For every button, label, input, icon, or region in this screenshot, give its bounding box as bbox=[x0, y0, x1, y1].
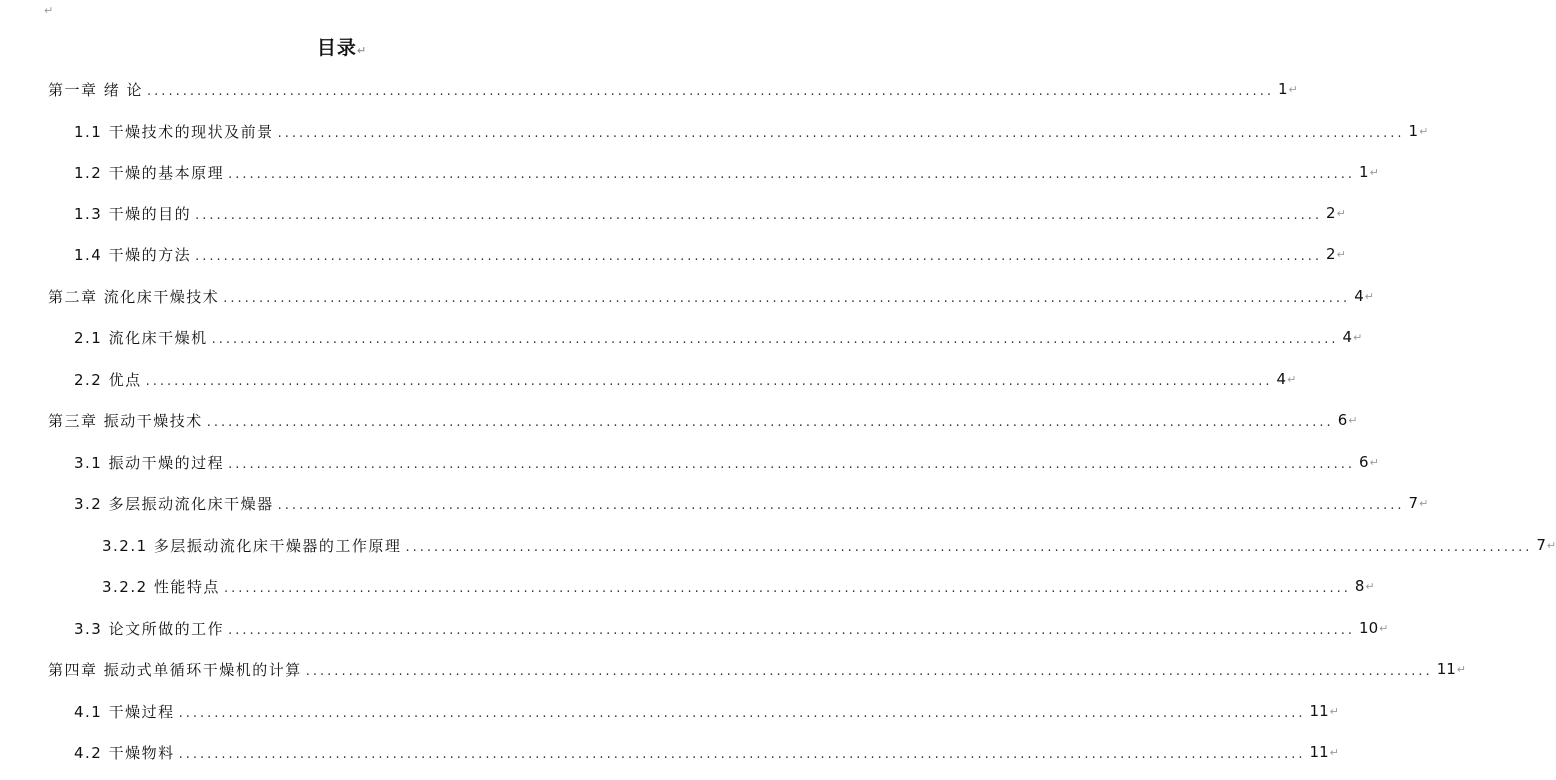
toc-entry-label: 第一章 绪 论 bbox=[48, 80, 144, 99]
toc-entry-label: 2.2 优点 bbox=[74, 370, 142, 389]
paragraph-mark: ↵ bbox=[1329, 745, 1339, 759]
paragraph-mark: ↵ bbox=[1369, 455, 1379, 469]
dot-leader: .............................................................................................................................................................. bbox=[147, 83, 1274, 99]
paragraph-mark: ↵ bbox=[1546, 538, 1556, 552]
toc-entry-label: 3.3 论文所做的工作 bbox=[74, 619, 225, 638]
dot-leader: .............................................................................................................................................................. bbox=[223, 580, 1351, 596]
toc-entry-page: 7 bbox=[1408, 494, 1419, 512]
toc-title-text: 目录 bbox=[316, 37, 357, 59]
toc-entry-page: 1 bbox=[1408, 122, 1419, 140]
paragraph-mark: ↵ bbox=[1456, 662, 1467, 676]
toc-entry[interactable] bbox=[0, 491, 1429, 515]
paragraph-mark: ↵ bbox=[1288, 82, 1298, 96]
toc-entry-label: 第二章 流化床干燥技术 bbox=[48, 287, 220, 306]
paragraph-mark: ↵ bbox=[1369, 165, 1379, 179]
toc-entry[interactable] bbox=[0, 740, 1339, 764]
toc-entry-label: 第三章 振动干燥技术 bbox=[48, 411, 203, 430]
toc-entry[interactable] bbox=[0, 699, 1339, 723]
paragraph-mark: ↵ bbox=[356, 44, 368, 57]
toc-entry[interactable] bbox=[0, 616, 1389, 640]
paragraph-mark: ↵ bbox=[1348, 413, 1358, 427]
toc-entry-label: 1.3 干燥的目的 bbox=[74, 204, 192, 223]
toc-entry-label: 3.1 振动干燥的过程 bbox=[74, 453, 225, 472]
dot-leader: .............................................................................................................................................................. bbox=[405, 539, 1533, 555]
paragraph-mark: ↵ bbox=[1287, 372, 1297, 386]
toc-entry-label: 1.2 干燥的基本原理 bbox=[74, 163, 225, 182]
toc-entry[interactable] bbox=[0, 533, 1556, 557]
toc-entry[interactable] bbox=[0, 77, 1298, 101]
dot-leader: .............................................................................................................................................................. bbox=[305, 663, 1433, 679]
toc-entry-label: 3.2.1 多层振动流化床干燥器的工作原理 bbox=[102, 536, 402, 555]
toc-entry[interactable] bbox=[0, 450, 1379, 474]
toc-entry-page: 2 bbox=[1326, 245, 1336, 263]
dot-leader: .............................................................................................................................................................. bbox=[228, 622, 1356, 638]
toc-entry-page: 4 bbox=[1354, 287, 1364, 305]
toc-entry-page: 10 bbox=[1359, 619, 1379, 637]
toc-entry[interactable] bbox=[0, 242, 1346, 266]
toc-entry-label: 1.4 干燥的方法 bbox=[74, 245, 192, 264]
toc-entry-page: 7 bbox=[1536, 536, 1546, 554]
toc-entry-page: 6 bbox=[1359, 453, 1369, 471]
toc-entry-label: 1.1 干燥技术的现状及前景 bbox=[74, 122, 274, 141]
toc-title bbox=[0, 33, 684, 60]
paragraph-mark: ↵ bbox=[1365, 579, 1375, 593]
dot-leader: .............................................................................................................................................................. bbox=[195, 207, 1323, 223]
toc-entry-page: 11 bbox=[1309, 702, 1329, 720]
toc-entry[interactable] bbox=[0, 408, 1358, 432]
toc-entry-label: 2.1 流化床干燥机 bbox=[74, 328, 208, 347]
dot-leader: .............................................................................................................................................................. bbox=[206, 414, 1334, 430]
toc-entry-page: 8 bbox=[1354, 577, 1365, 595]
toc-entry-page: 4 bbox=[1276, 370, 1287, 388]
paragraph-mark: ↵ bbox=[1419, 496, 1429, 510]
toc-entry-label: 3.2.2 性能特点 bbox=[102, 577, 220, 596]
dot-leader: .............................................................................................................................................................. bbox=[277, 125, 1405, 141]
toc-entry[interactable] bbox=[0, 284, 1374, 308]
dot-leader: .............................................................................................................................................................. bbox=[277, 497, 1405, 513]
toc-entry[interactable] bbox=[0, 325, 1363, 349]
dot-leader: .............................................................................................................................................................. bbox=[195, 248, 1323, 264]
toc-entry-label: 4.2 干燥物料 bbox=[74, 743, 175, 762]
toc-entry[interactable] bbox=[0, 657, 1467, 681]
toc-entry[interactable] bbox=[0, 574, 1375, 598]
paragraph-mark: ↵ bbox=[1336, 247, 1346, 261]
paragraph-mark: ↵ bbox=[1353, 330, 1363, 344]
toc-entry-label: 第四章 振动式单循环干燥机的计算 bbox=[48, 660, 302, 679]
dot-leader: .............................................................................................................................................................. bbox=[223, 290, 1351, 306]
toc-entry[interactable] bbox=[0, 201, 1346, 225]
toc-entry-page: 4 bbox=[1342, 328, 1353, 346]
toc-entry-page: 6 bbox=[1337, 411, 1348, 429]
dot-leader: .............................................................................................................................................................. bbox=[211, 331, 1339, 347]
toc-entry-page: 1 bbox=[1359, 163, 1369, 181]
paragraph-mark: ↵ bbox=[1336, 206, 1346, 220]
toc-entry-label: 4.1 干燥过程 bbox=[74, 702, 175, 721]
dot-leader: .............................................................................................................................................................. bbox=[228, 456, 1356, 472]
toc-entry-page: 2 bbox=[1326, 204, 1336, 222]
toc-entry-label: 3.2 多层振动流化床干燥器 bbox=[74, 494, 274, 513]
dot-leader: .............................................................................................................................................................. bbox=[228, 166, 1356, 182]
toc-entry-page: 11 bbox=[1309, 743, 1329, 761]
dot-leader: .............................................................................................................................................................. bbox=[178, 746, 1306, 762]
toc-entry[interactable] bbox=[0, 367, 1297, 391]
paragraph-mark: ↵ bbox=[1419, 124, 1429, 138]
dot-leader: .............................................................................................................................................................. bbox=[145, 373, 1273, 389]
paragraph-mark: ↵ bbox=[44, 4, 54, 17]
paragraph-mark: ↵ bbox=[1329, 704, 1339, 718]
toc-entry[interactable] bbox=[0, 160, 1379, 184]
toc-entry-page: 11 bbox=[1436, 660, 1456, 678]
dot-leader: .............................................................................................................................................................. bbox=[178, 705, 1306, 721]
paragraph-mark: ↵ bbox=[1364, 289, 1374, 303]
toc-entry[interactable] bbox=[0, 119, 1429, 143]
paragraph-mark: ↵ bbox=[1379, 621, 1389, 635]
toc-entry-page: 1 bbox=[1277, 80, 1288, 98]
